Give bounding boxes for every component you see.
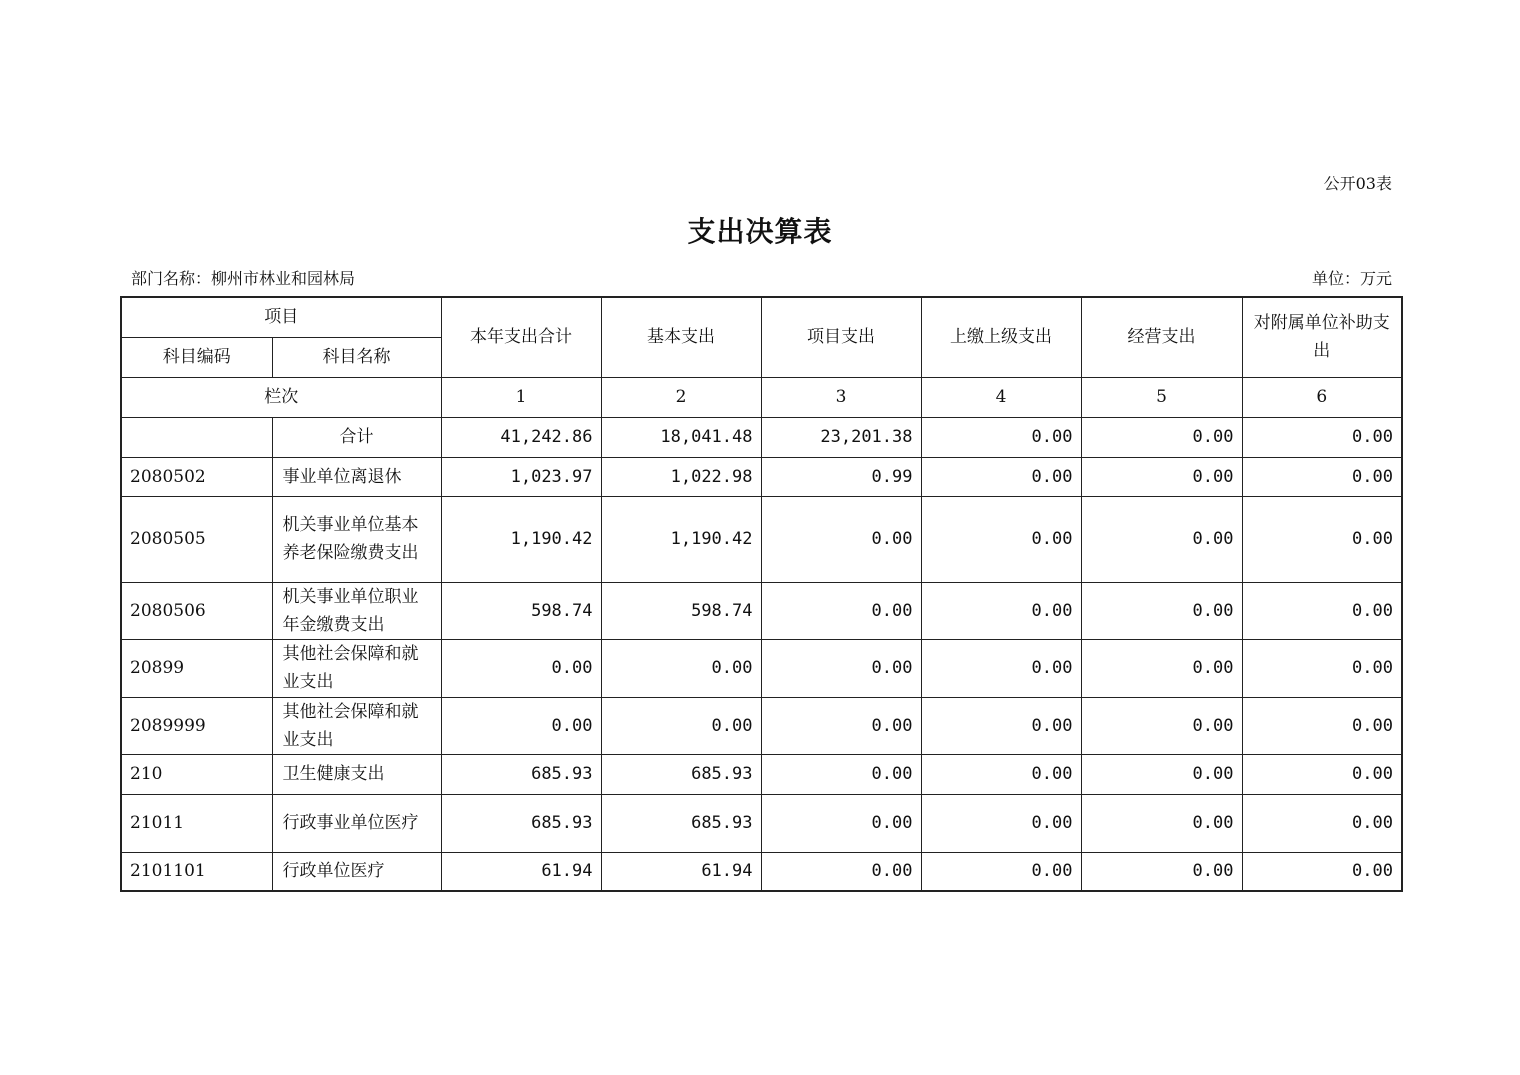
amount-cell: 0.00 [761,794,921,852]
subject-name: 事业单位离退休 [272,457,441,496]
amount-cell: 61.94 [601,852,761,891]
total-code [121,417,272,457]
column-number: 3 [761,377,921,417]
amount-cell: 0.00 [601,697,761,754]
column-number: 2 [601,377,761,417]
header-upper: 上缴上级支出 [921,297,1081,377]
amount-cell: 685.93 [601,794,761,852]
expenditure-table [120,296,1403,892]
subject-name: 其他社会保障和就业支出 [272,639,441,697]
amount-cell: 0.00 [1081,639,1242,697]
column-number: 1 [441,377,601,417]
total-value: 18,041.48 [601,417,761,457]
subject-code: 2080506 [121,582,272,639]
column-number: 6 [1242,377,1402,417]
table-row [121,794,1402,852]
amount-cell: 598.74 [601,582,761,639]
amount-cell: 61.94 [441,852,601,891]
column-label: 栏次 [121,377,441,417]
subject-name: 卫生健康支出 [272,754,441,794]
amount-cell: 0.99 [761,457,921,496]
table-row [121,754,1402,794]
subject-name: 其他社会保障和就业支出 [272,697,441,754]
amount-cell: 685.93 [441,754,601,794]
amount-cell: 0.00 [1081,457,1242,496]
table-row [121,582,1402,639]
subject-name: 机关事业单位基本养老保险缴费支出 [272,496,441,582]
table-row [121,457,1402,496]
subject-code: 210 [121,754,272,794]
amount-cell: 0.00 [1242,582,1402,639]
amount-cell: 685.93 [441,794,601,852]
subject-name: 行政单位医疗 [272,852,441,891]
amount-cell: 0.00 [921,697,1081,754]
table-row [121,639,1402,697]
department-name: 部门名称：柳州市林业和园林局 [131,269,356,288]
amount-cell: 0.00 [761,496,921,582]
amount-cell: 0.00 [1242,852,1402,891]
amount-cell: 1,022.98 [601,457,761,496]
amount-cell: 0.00 [921,794,1081,852]
column-number: 5 [1081,377,1242,417]
amount-cell: 0.00 [1242,639,1402,697]
subject-code: 2080502 [121,457,272,496]
unit-label: 单位：万元 [1311,269,1392,288]
table-row [121,852,1402,891]
amount-cell: 598.74 [441,582,601,639]
amount-cell: 685.93 [601,754,761,794]
amount-cell: 0.00 [1081,496,1242,582]
amount-cell: 0.00 [1242,794,1402,852]
amount-cell: 0.00 [441,639,601,697]
amount-cell: 1,190.42 [441,496,601,582]
amount-cell: 0.00 [1242,754,1402,794]
amount-cell: 0.00 [921,754,1081,794]
subject-code: 2089999 [121,697,272,754]
header-business: 经营支出 [1081,297,1242,377]
total-value: 0.00 [921,417,1081,457]
subject-name: 机关事业单位职业年金缴费支出 [272,582,441,639]
amount-cell: 0.00 [1081,852,1242,891]
header-item: 项目 [121,297,441,337]
amount-cell: 0.00 [1081,697,1242,754]
amount-cell: 0.00 [601,639,761,697]
subject-code: 21011 [121,794,272,852]
amount-cell: 1,190.42 [601,496,761,582]
total-row [121,417,1402,457]
amount-cell: 0.00 [761,754,921,794]
column-number: 4 [921,377,1081,417]
amount-cell: 0.00 [921,457,1081,496]
header-code: 科目编码 [121,337,272,377]
form-number: 公开03表 [1323,174,1392,193]
total-value: 41,242.86 [441,417,601,457]
amount-cell: 0.00 [1242,697,1402,754]
header-total: 本年支出合计 [441,297,601,377]
amount-cell: 0.00 [921,496,1081,582]
amount-cell: 0.00 [761,852,921,891]
table-row [121,496,1402,582]
subject-code: 2101101 [121,852,272,891]
subject-code: 2080505 [121,496,272,582]
amount-cell: 0.00 [1081,754,1242,794]
table-row [121,697,1402,754]
subject-name: 行政事业单位医疗 [272,794,441,852]
header-subsidy: 对附属单位补助支出 [1242,297,1402,377]
amount-cell: 0.00 [921,639,1081,697]
amount-cell: 0.00 [761,697,921,754]
total-value: 0.00 [1242,417,1402,457]
total-value: 23,201.38 [761,417,921,457]
subject-code: 20899 [121,639,272,697]
total-value: 0.00 [1081,417,1242,457]
amount-cell: 0.00 [441,697,601,754]
amount-cell: 0.00 [1081,582,1242,639]
header-project: 项目支出 [761,297,921,377]
amount-cell: 0.00 [1242,457,1402,496]
amount-cell: 0.00 [761,582,921,639]
amount-cell: 1,023.97 [441,457,601,496]
amount-cell: 0.00 [1242,496,1402,582]
amount-cell: 0.00 [921,852,1081,891]
amount-cell: 0.00 [761,639,921,697]
header-name: 科目名称 [272,337,441,377]
amount-cell: 0.00 [1081,794,1242,852]
total-label: 合计 [272,417,441,457]
document-title: 支出决算表 [687,215,833,248]
header-basic: 基本支出 [601,297,761,377]
amount-cell: 0.00 [921,582,1081,639]
